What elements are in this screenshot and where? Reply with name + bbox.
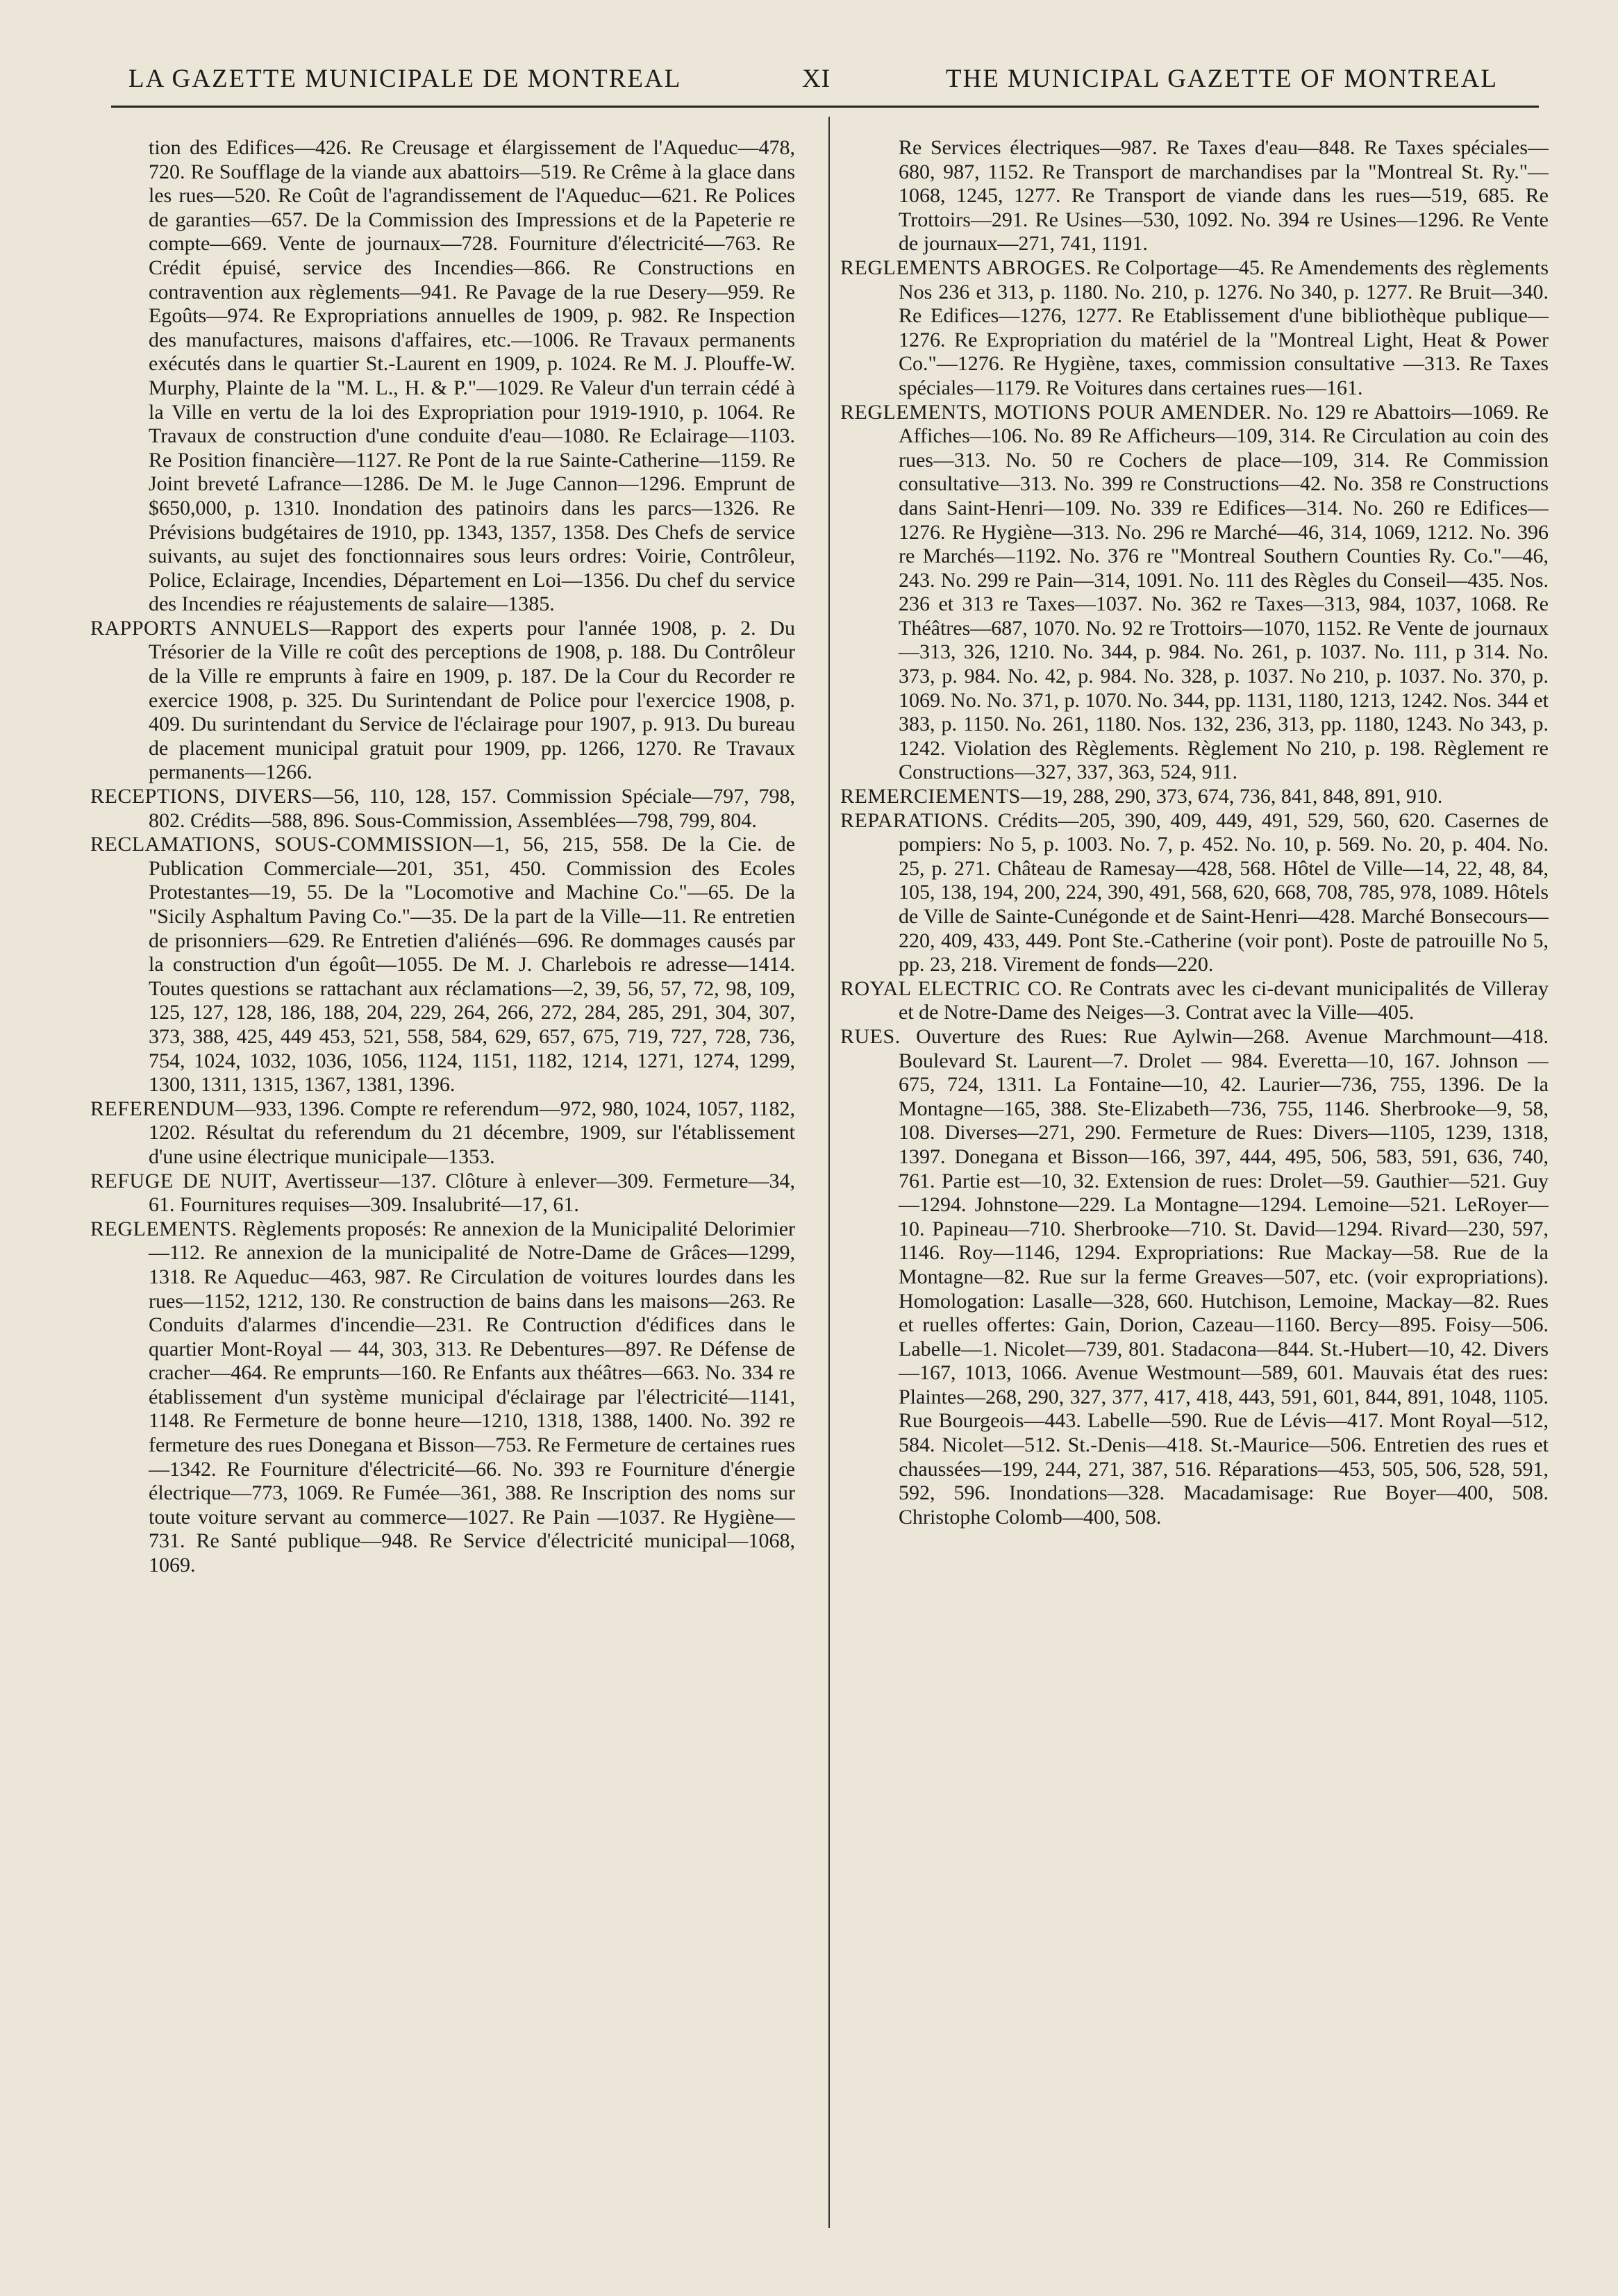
entry-text: Re Services électriques—987. Re Taxes d'eau—848. Re Taxes spéciales—680, 987, 1152. Re Transport de marchandises par la "Montreal St. Ry."—1068, 1245, 1277. Re Transport de viande dans les rues—519, 685. Re Trottoirs—291. Re Usines—530, 1092. No. 394 re Usines—1296. Re Vente de journaux—271, 741, 1191. [899,136,1549,256]
index-entry [840,1025,1549,1529]
entry-headword: REPARATIONS [840,808,984,832]
entry-text: . No. 129 re Abattoirs—1069. Re Affiches—106. No. 89 Re Afficheurs—109, 314. Re Circulation au coin des rues—313. No. 50 re Cochers de place—109, 314. Re Commission consultative—313. No. 399 re Constructions—42. No. 358 re Constructions dans Saint-Henri—109. No. 339 re Edifices—314. No. 260 re Edifices—1276. Re Hygiène—313. No. 296 re Marché—46, 314, 1069, 1212. No. 396 re Marchés—1192. No. 376 re "Montreal Southern Counties Ry. Co."—46, 243. No. 299 re Pain—314, 1091. No. 111 des Règles du Conseil—435. Nos. 236 et 313 re Taxes—1037. No. 362 re Taxes—313, 984, 1037, 1068. Re Théâtres—687, 1070. No. 92 re Trottoirs—1070, 1152. Re Vente de journaux—313, 326, 1210. No. 344, p. 984. No. 261, p. 1037. No. 111, p 314. No. 373, p. 984. No. 42, p. 984. No. 328, p. 1037. No 210, p. 1037. No. 370, p. 1069. No. No. 371, p. 1070. No. 344, pp. 1131, 1180, 1213, 1242. Nos. 344 et 383, p. 1150. No. 261, 1180. Nos. 132, 236, 313, pp. 1180, 1243. No 343, p. 1242. Violation des Règlements. Règlement No 210, p. 198. Règlement re Constructions—327, 337, 363, 524, 911. [899,400,1549,784]
entry-text: —933, 1396. Compte re referendum—972, 980, 1024, 1057, 1182, 1202. Résultat du referendum du 21 décembre, 1909, sur l'établissement d'une usine électrique municipale—1353. [149,1097,795,1168]
entry-text: —Rapport des experts pour l'année 1908, p. 2. Du Trésorier de la Ville re coût des perceptions de 1908, p. 188. Du Contrôleur de la Ville re emprunts à faire en 1909, p. 187. De la Cour du Recorder re exercice 1908, p. 325. Du Surintendant de Police pour l'exercice 1908, p. 409. Du surintendant du Service de l'éclairage pour 1907, p. 913. Du bureau de placement municipal gratuit pour 1909, pp. 1266, 1270. Re Travaux permanents—1266. [149,616,795,784]
entry-text: . Re Colportage—45. Re Amendements des règlements Nos 236 et 313, p. 1180. No. 210, p. 1276. No 340, p. 1277. Re Bruit—340. Re Edifices—1276, 1277. Re Etablissement d'une bibliothèque publique—1276. Re Expropriation du matériel de la "Montreal Light, Heat & Power Co."—1276. Re Hygiène, taxes, commission consultative —313. Re Taxes spéciales—1179. Re Voitures dans certaines rues—161. [899,256,1549,399]
entry-headword: REGLEMENTS, MOTIONS POUR AMENDER [840,400,1266,424]
entry-text: —1, 56, 215, 558. De la Cie. de Publication Commerciale—201, 351, 450. Commission des Ecoles Protestantes—19, 55. De la "Locomotive and Machine Co."—65. De la "Sicily Asphaltum Paving Co."—35. De la part de la Ville—11. Re entretien de prisonniers—629. Re Entretien d'aliénés—696. Re dommages causés par la construction d'un égoût—1055. De M. J. Charlebois re adresse—1414. Toutes questions se rattachant aux réclamations—2, 39, 56, 57, 72, 98, 109, 125, 127, 128, 186, 188, 204, 229, 264, 266, 272, 284, 285, 291, 304, 307, 373, 388, 425, 449 453, 521, 558, 584, 629, 657, 675, 719, 727, 728, 736, 754, 1024, 1032, 1036, 1056, 1124, 1151, 1182, 1214, 1271, 1274, 1299, 1300, 1311, 1315, 1367, 1381, 1396. [149,833,795,1097]
entry-text: . Re Contrats avec les ci-devant municipalités de Villeray et de Notre-Dame des Neiges—3. Contrat avec la Ville—405. [899,976,1549,1024]
entry-text: tion des Edifices—426. Re Creusage et élargissement de l'Aqueduc—478, 720. Re Soufflage de la viande aux abattoirs—519. Re Crême à la glace dans les rues—520. Re Coût de l'agrandissement de l'Aqueduc—621. Re Polices de garanties—657. De la Commission des Impressions et de la Papeterie re compte—669. Vente de journaux—728. Fourniture d'électricité—763. Re Crédit épuisé, service des Incendies—866. Re Constructions en contravention aux règlements—941. Re Pavage de la rue Desery—959. Re Egoûts—974. Re Expropriations annuelles de 1909, p. 982. Re Inspection des manufactures, maisons d'affaires, etc.—1006. Re Travaux permanents exécutés dans le quartier St.-Laurent en 1909, p. 1024. Re M. J. Plouffe-W. Murphy, Plainte de la "M. L., H. & P."—1029. Re Valeur d'un terrain cédé à la Ville en vertu de la loi des Expropriation pour 1919-1910, p. 1064. Re Travaux de construction d'une conduite d'eau—1080. Re Eclairage—1103. Re Position financière—1127. Re Pont de la rue Sainte-Catherine—1159. Re Joint breveté Lafrance—1286. De M. le Juge Cannon—1296. Emprunt de $650,000, p. 1310. Inondation des patinoirs dans les parcs—1326. Re Prévisions budgétaires de 1910, pp. 1343, 1357, 1358. Des Chefs de service suivants, au sujet des fonctionnaires sous leurs ordres: Voirie, Contrôleur, Police, Eclairage, Incendies, Département en Loi—1356. Du chef du service des Incendies re réajustements de salaire—1385. [149,136,795,616]
index-entry [90,1170,795,1217]
entry-text: —19, 288, 290, 373, 674, 736, 841, 848, 891, 910. [1020,785,1443,808]
column-divider [828,117,830,2228]
index-entry [90,136,795,617]
index-entry [90,1097,795,1170]
index-entry [840,256,1549,401]
entry-text: —56, 110, 128, 157. Commission Spéciale—797, 798, 802. Crédits—588, 896. Sous-Commission, Assemblées—798, 799, 804. [149,785,795,832]
index-entry [840,401,1549,785]
entry-headword: REMERCIEMENTS [840,785,1021,808]
entry-text: . Ouverture des Rues: Rue Aylwin—268. Avenue Marchmount—418. Boulevard St. Laurent—7. Drolet — 984. Everetta—10, 167. Johnson — 675, 724, 1311. La Fontaine—10, 42. Laurier—736, 755, 1396. De la Montagne—165, 388. Ste-Elizabeth—736, 755, 1146. Sherbrooke—9, 58, 108. Diverses—271, 290. Fermeture de Rues: Divers—1105, 1239, 1318, 1397. Donegana et Bisson—166, 397, 444, 495, 506, 583, 591, 636, 740, 761. Partie est—10, 32. Extension de rues: Drolet—59. Gauthier—521. Guy—1294. Johnstone—229. La Montagne—1294. Lemoine—521. LeRoyer—10. Papineau—710. Sherbrooke—710. St. David—1294. Rivard—230, 597, 1146. Roy—1146, 1294. Expropriations: Rue Mackay—58. Rue de la Montagne—82. Rue sur la ferme Greaves—507, etc. (voir expropriations). Homologation: Lasalle—328, 660. Hutchison, Lemoine, Mackay—82. Rues et ruelles offertes: Gain, Dorion, Cazeau—1160. Bercy—895. Foisy—506. Labelle—1. Nicolet—739, 801. Stadacona—844. St.-Hubert—10, 42. Divers—167, 1013, 1066. Avenue Westmount—589, 601. Mauvais état des rues: Plaintes—268, 290, 327, 377, 417, 418, 443, 591, 601, 844, 891, 1048, 1105. Rue Bourgeois—443. Labelle—590. Rue de Lévis—417. Mont Royal—512, 584. Nicolet—512. St.-Denis—418. St.-Maurice—506. Entretien des rues et chaussées—199, 244, 271, 387, 516. Réparations—453, 505, 506, 528, 591, 592, 596. Inondations—328. Macadamisage: Rue Boyer—400, 508. Christophe Colomb—400, 508. [894,1024,1549,1529]
index-entry [90,1217,795,1578]
index-entry [90,833,795,1097]
running-header-english: THE MUNICIPAL GAZETTE OF MONTREAL [946,65,1498,93]
page-number: XI [802,65,831,93]
entry-headword: REFERENDUM [90,1097,235,1120]
entry-headword: REGLEMENTS [90,1217,232,1240]
entry-headword: RECEPTIONS, DIVERS [90,785,313,808]
entry-headword: RAPPORTS ANNUELS [90,616,310,640]
index-column-left [90,136,795,2233]
index-entry [840,136,1549,256]
entry-headword: REFUGE DE NUIT [90,1169,272,1192]
entry-text: , Avertisseur—137. Clôture à enlever—309. Fermeture—34, 61. Fournitures requises—309. Insalubrité—17, 61. [149,1169,795,1217]
index-entry [840,809,1549,977]
index-entry [90,617,795,785]
running-header-french: LA GAZETTE MUNICIPALE DE MONTREAL [128,65,682,93]
entry-headword: REGLEMENTS ABROGES [840,256,1086,279]
index-entry [90,785,795,833]
header-rule [111,106,1539,108]
entry-text: . Crédits—205, 390, 409, 449, 491, 529, 560, 620. Casernes de pompiers: No 5, p. 1003. No. 7, p. 452. No. 10, p. 569. No. 20, p. 404. No. 25, p. 271. Château de Ramesay—428, 568. Hôtel de Ville—14, 22, 48, 84, 105, 138, 194, 200, 224, 390, 491, 568, 620, 668, 708, 785, 978, 1089. Hôtels de Ville de Sainte-Cunégonde et de Saint-Henri—428. Marché Bonsecours—220, 409, 433, 449. Pont Ste.-Catherine (voir pont). Poste de patrouille No 5, pp. 23, 218. Virement de fonds—220. [899,808,1549,976]
entry-text: . Règlements proposés: Re annexion de la Municipalité Delorimier—112. Re annexion de la municipalité de Notre-Dame de Grâces—1299, 1318. Re Aqueduc—463, 987. Re Circulation de voitures lourdes dans les rues—1152, 1212, 130. Re construction de bains dans les maisons—263. Re Conduits d'alarmes d'incendie—231. Re Contruction d'édifices dans le quartier Mont-Royal — 44, 303, 313. Re Debentures—897. Re Défense de cracher—464. Re emprunts—160. Re Enfants aux théâtres—663. No. 334 re établissement d'un système municipal d'éclairage par l'électricité—1141, 1148. Re Fermeture de bonne heure—1210, 1318, 1388, 1400. No. 392 re fermeture des rues Donegana et Bisson—753. Re Fermeture de certaines rues—1342. Re Fourniture d'électricité—66. No. 393 re Fourniture d'énergie électrique—773, 1069. Re Fumée—361, 388. Re Inscription des noms sur toute voiture servant au commerce—1027. Re Pain —1037. Re Hygiène—731. Re Santé publique—948. Re Service d'électricité municipal—1068, 1069. [149,1217,795,1577]
entry-headword: RECLAMATIONS, SOUS-COMMISSION [90,833,474,856]
entry-headword: ROYAL ELECTRIC CO [840,976,1058,1000]
index-entry [840,977,1549,1025]
index-entry [840,785,1549,809]
index-column-right [840,136,1549,2233]
entry-headword: RUES [840,1024,895,1048]
